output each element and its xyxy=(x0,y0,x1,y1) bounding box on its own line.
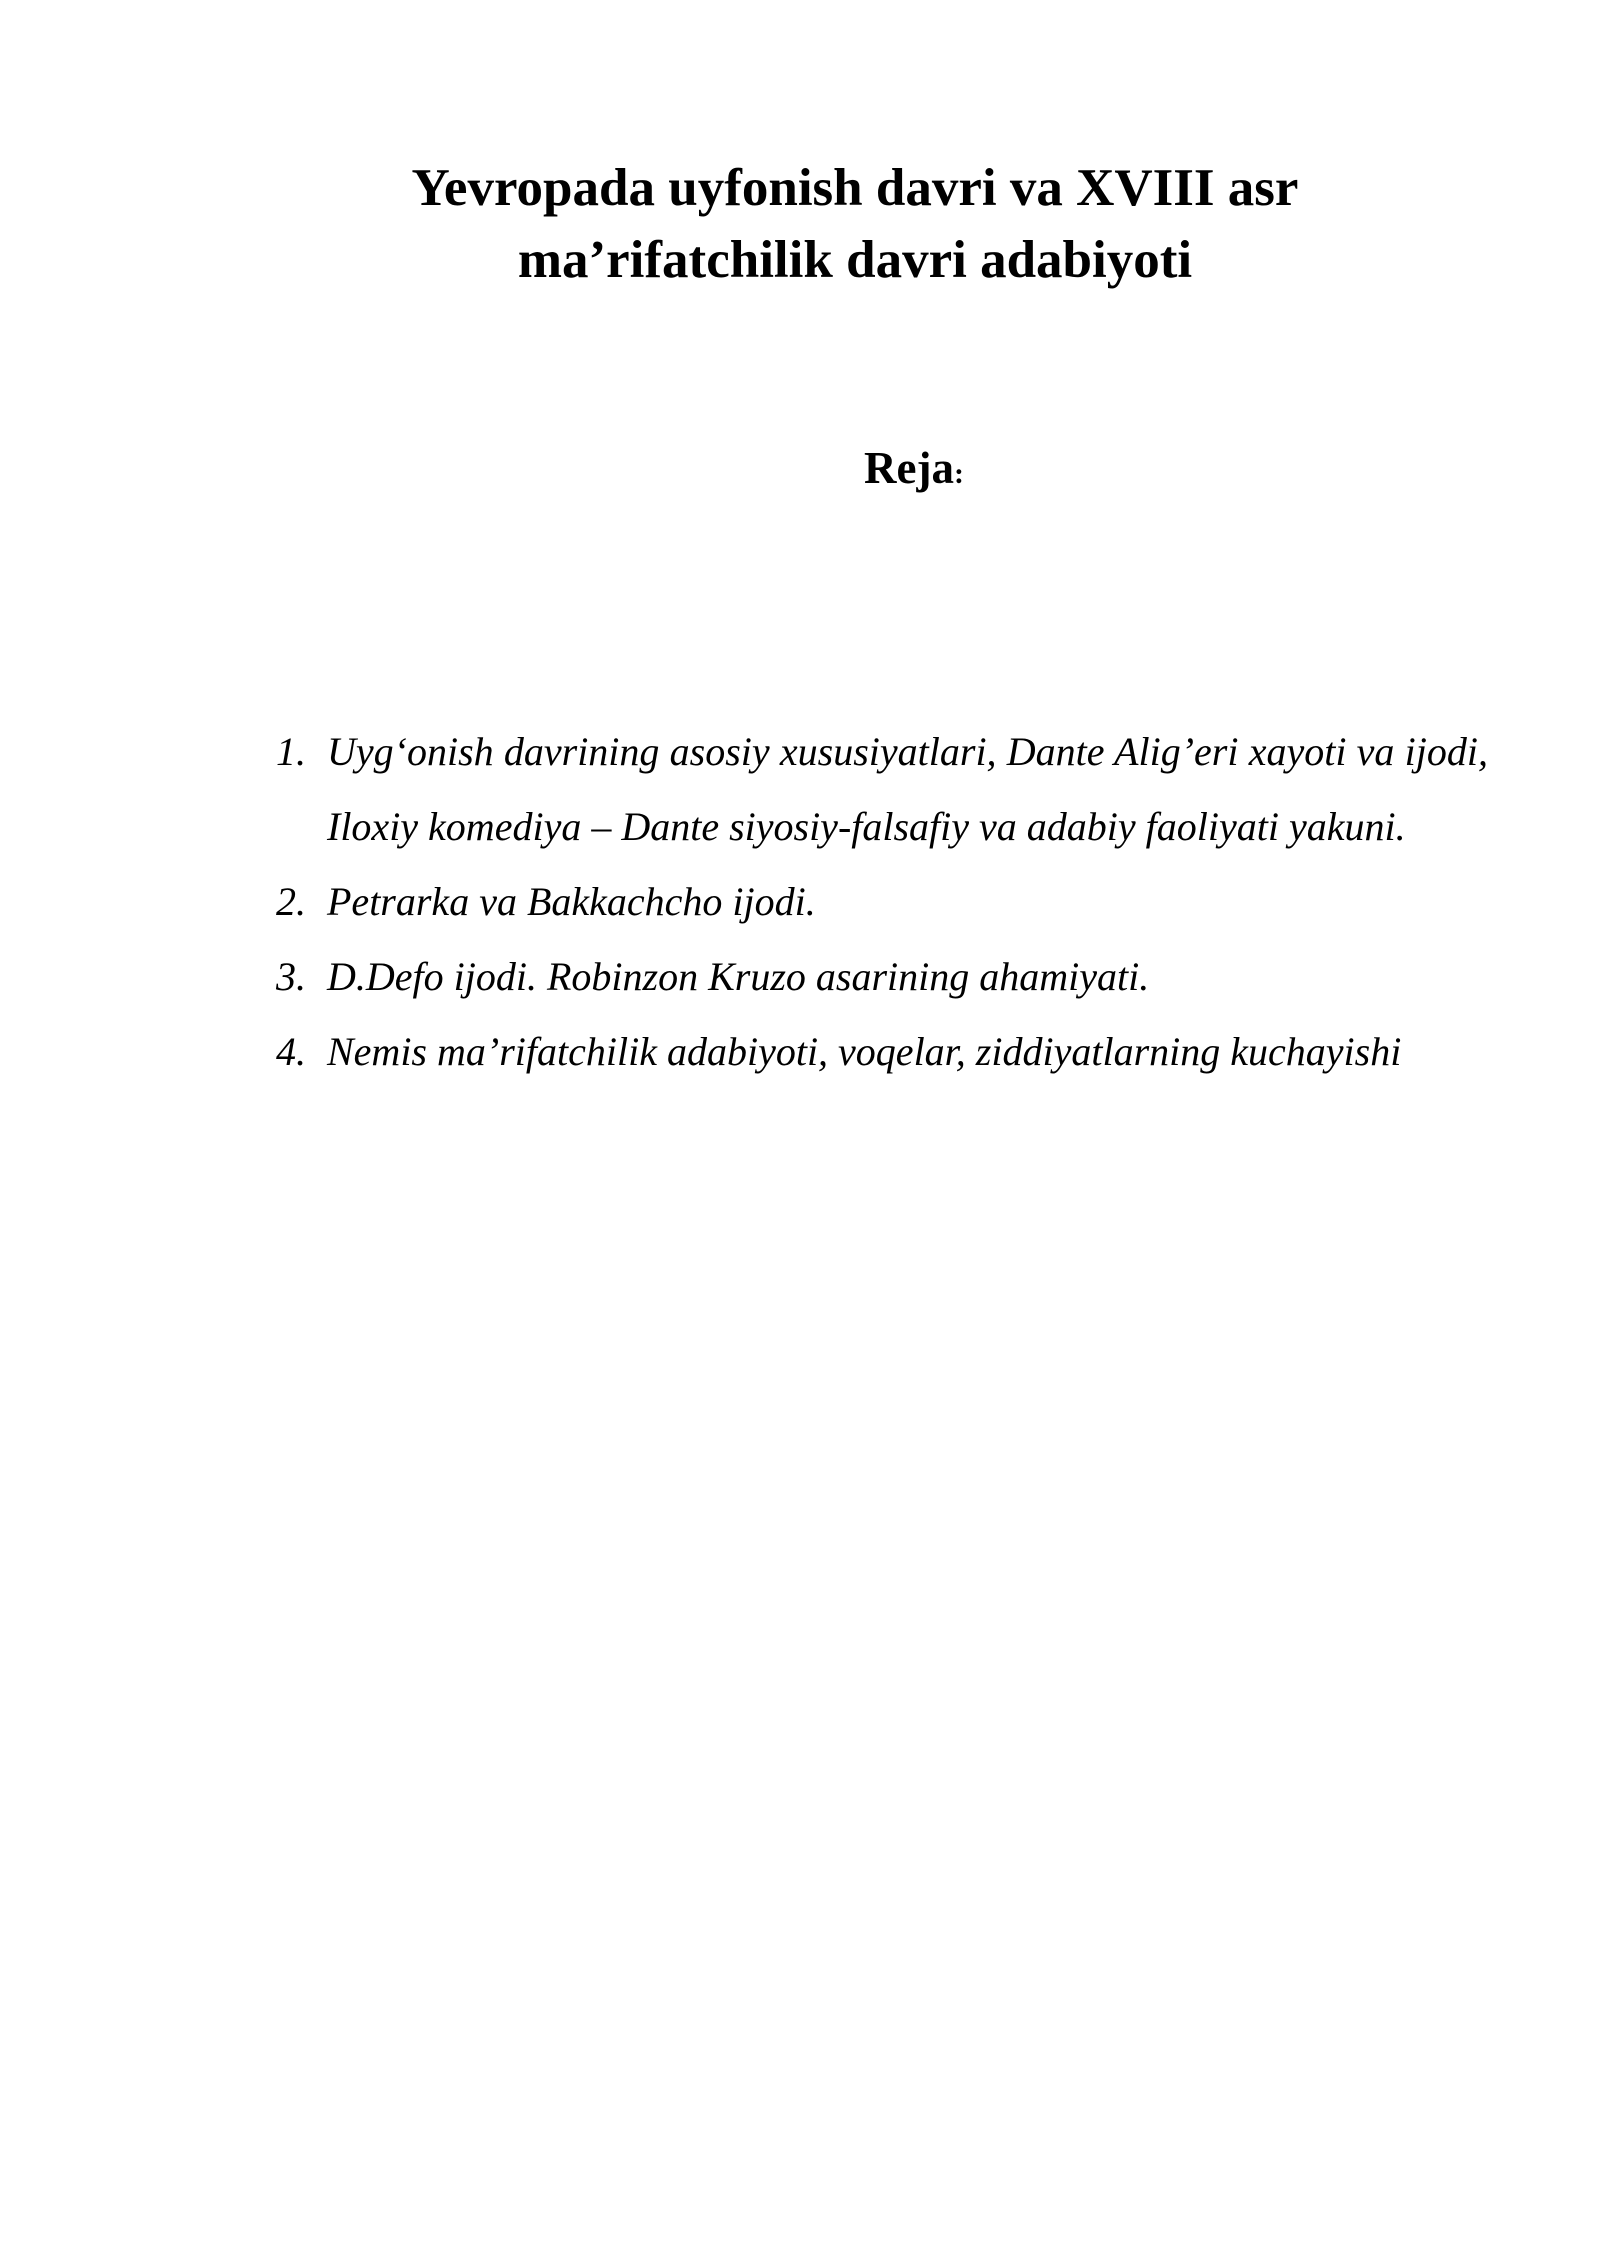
document-title-line-2: ma’rifatchilik davri adabiyoti xyxy=(517,231,1193,289)
plan-item-number: 3. xyxy=(276,954,306,999)
plan-heading-text: Reja xyxy=(864,443,954,493)
plan-list xyxy=(268,714,1488,1089)
plan-item-text: D.Defo ijodi. Robinzon Kruzo asarining ahamiyati. xyxy=(327,954,1150,999)
plan-heading-colon: : xyxy=(953,457,964,490)
plan-item-text: Nemis ma’rifatchilik adabiyoti, voqelar, ziddiyatlarning kuchayishi xyxy=(327,1029,1402,1074)
plan-item-text: Petrarka va Bakkachcho ijodi. xyxy=(327,879,816,924)
plan-item-number: 4. xyxy=(276,1029,306,1074)
plan-item-number: 2. xyxy=(276,879,306,924)
plan-item-number: 1. xyxy=(276,729,306,774)
plan-item-text: Uyg‘onish davrining asosiy xususiyatlari, Dante Alig’eri xayoti va ijodi, Iloxiy komediya – Dante siyosiy-falsafiy va adabiy faoliyati yakuni. xyxy=(327,729,1488,849)
plan-item-3 xyxy=(268,939,1488,1014)
plan-item-1 xyxy=(268,714,1488,864)
plan-item-4 xyxy=(268,1014,1488,1089)
document-title-line-1: Yevropada uyfonish davri va XVIII asr xyxy=(411,159,1299,217)
plan-item-2 xyxy=(268,864,1488,939)
document-title xyxy=(250,152,1460,296)
plan-heading xyxy=(864,438,964,504)
